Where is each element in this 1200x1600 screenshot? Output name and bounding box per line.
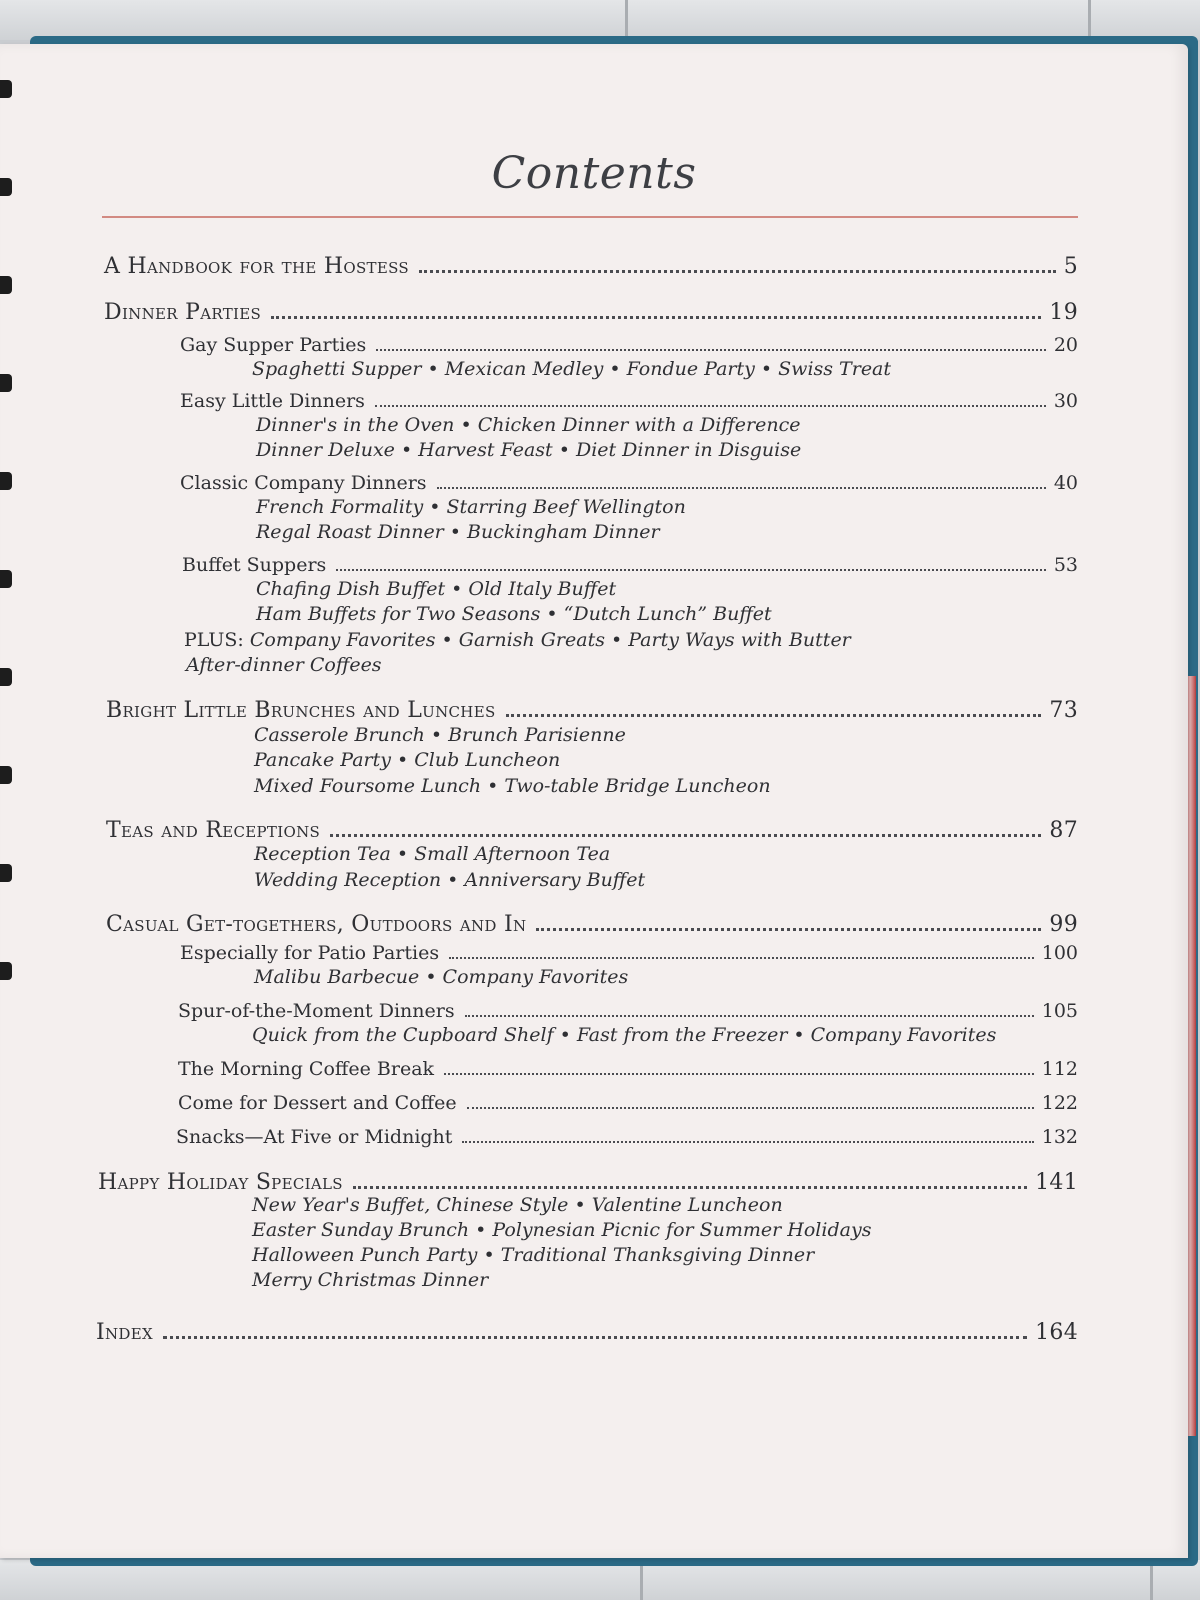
toc-label: Happy Holiday Specials bbox=[98, 1170, 343, 1195]
toc-page-number: 105 bbox=[1041, 1000, 1078, 1022]
toc-menu-list: Halloween Punch Party • Traditional Thanksgiving Dinner bbox=[252, 1244, 815, 1266]
toc-menu-list: Dinner's in the Oven • Chicken Dinner with a Difference bbox=[256, 414, 801, 436]
toc-page-number: 100 bbox=[1041, 942, 1078, 964]
toc-menu-list: Mixed Foursome Lunch • Two-table Bridge Luncheon bbox=[254, 775, 771, 797]
toc-menu-list: Spaghetti Supper • Mexican Medley • Fondue Party • Swiss Treat bbox=[252, 358, 892, 380]
toc-label: Classic Company Dinners bbox=[180, 472, 427, 494]
wood-background-bottom bbox=[0, 1560, 1200, 1600]
title-rule bbox=[102, 216, 1078, 218]
toc-label: Snacks—At Five or Midnight bbox=[176, 1126, 453, 1148]
toc-label: Teas and Receptions bbox=[106, 818, 321, 843]
toc-section-holidays bbox=[98, 1164, 1078, 1195]
toc-page-number: 53 bbox=[1053, 554, 1078, 576]
spiral-ring bbox=[0, 668, 12, 686]
contents-page bbox=[0, 44, 1188, 1558]
leader-dots bbox=[462, 1122, 1033, 1143]
toc-menu-list: Dinner Deluxe • Harvest Feast • Diet Dinner in Disguise bbox=[256, 439, 802, 461]
toc-label: Especially for Patio Parties bbox=[180, 942, 440, 964]
toc-page-number: 122 bbox=[1041, 1092, 1078, 1114]
plus-items: Company Favorites • Garnish Greats • Party Ways with Butter bbox=[249, 629, 851, 651]
toc-subsection bbox=[178, 996, 1078, 1022]
toc-section-dinner-parties bbox=[104, 294, 1078, 325]
toc-menu-list: Wedding Reception • Anniversary Buffet bbox=[254, 869, 646, 891]
leader-dots bbox=[271, 294, 1041, 319]
toc-label: Come for Dessert and Coffee bbox=[178, 1092, 457, 1114]
toc-label: A Handbook for the Hostess bbox=[104, 254, 409, 279]
plank-seam bbox=[625, 0, 628, 40]
leader-dots bbox=[449, 938, 1034, 959]
toc-page-number: 40 bbox=[1053, 472, 1078, 494]
toc-menu-list: Easter Sunday Brunch • Polynesian Picnic for Summer Holidays bbox=[252, 1219, 872, 1241]
toc-page-number: 19 bbox=[1049, 300, 1078, 325]
leader-dots bbox=[376, 330, 1046, 351]
toc-subsection bbox=[182, 550, 1078, 576]
plank-seam bbox=[1088, 0, 1091, 40]
toc-subsection bbox=[180, 938, 1078, 964]
leader-dots bbox=[375, 386, 1046, 407]
toc-label: Bright Little Brunches and Lunches bbox=[106, 698, 496, 723]
leader-dots bbox=[353, 1164, 1027, 1189]
toc-menu-list: New Year's Buffet, Chinese Style • Valentine Luncheon bbox=[252, 1194, 783, 1216]
spiral-ring bbox=[0, 570, 12, 588]
toc-menu-list: Reception Tea • Small Afternoon Tea bbox=[254, 843, 611, 865]
spiral-ring bbox=[0, 472, 12, 490]
toc-plus-line bbox=[184, 629, 851, 651]
plus-label: PLUS: bbox=[184, 629, 244, 651]
toc-page-number: 73 bbox=[1049, 698, 1078, 723]
toc-menu-list: Pancake Party • Club Luncheon bbox=[254, 749, 561, 771]
toc-page-number: 20 bbox=[1053, 334, 1078, 356]
toc-menu-list: Chafing Dish Buffet • Old Italy Buffet bbox=[256, 578, 617, 600]
plank-seam bbox=[1150, 1560, 1153, 1600]
toc-page-number: 164 bbox=[1035, 1320, 1078, 1345]
toc-section-handbook bbox=[104, 248, 1078, 279]
toc-label: Casual Get-togethers, Outdoors and In bbox=[106, 912, 527, 937]
leader-dots bbox=[437, 468, 1046, 489]
toc-subsection bbox=[180, 386, 1078, 412]
toc-menu-list: Quick from the Cupboard Shelf • Fast from the Freezer • Company Favorites bbox=[252, 1024, 997, 1046]
leader-dots bbox=[163, 1314, 1027, 1339]
spiral-ring bbox=[0, 962, 12, 980]
toc-page-number: 99 bbox=[1049, 912, 1078, 937]
toc-label: Buffet Suppers bbox=[182, 554, 327, 576]
toc-page-number: 132 bbox=[1041, 1126, 1078, 1148]
toc-page-number: 141 bbox=[1035, 1170, 1078, 1195]
spiral-ring bbox=[0, 766, 12, 784]
toc-menu-list: Casserole Brunch • Brunch Parisienne bbox=[254, 724, 626, 746]
toc-label: The Morning Coffee Break bbox=[178, 1058, 435, 1080]
toc-menu-list: Merry Christmas Dinner bbox=[252, 1269, 489, 1291]
toc-page-number: 112 bbox=[1041, 1058, 1078, 1080]
leader-dots bbox=[536, 906, 1041, 931]
toc-subsection bbox=[178, 1088, 1078, 1114]
plank-seam bbox=[640, 1560, 643, 1600]
spiral-ring bbox=[0, 864, 12, 882]
toc-menu-list: Regal Roast Dinner • Buckingham Dinner bbox=[256, 521, 660, 543]
leader-dots bbox=[330, 812, 1041, 837]
toc-menu-list: French Formality • Starring Beef Wellington bbox=[256, 496, 686, 518]
spiral-ring bbox=[0, 80, 12, 98]
toc-section-index bbox=[96, 1314, 1078, 1345]
toc-label: Easy Little Dinners bbox=[180, 390, 365, 412]
toc-label: Dinner Parties bbox=[104, 300, 262, 325]
toc-page-number: 87 bbox=[1049, 818, 1078, 843]
toc-subsection bbox=[176, 1122, 1078, 1148]
toc-subsection bbox=[180, 468, 1078, 494]
leader-dots bbox=[467, 1088, 1034, 1109]
spiral-ring bbox=[0, 276, 12, 294]
toc-section-brunches bbox=[106, 692, 1078, 723]
toc-label: Spur-of-the-Moment Dinners bbox=[178, 1000, 455, 1022]
toc-menu-list: Malibu Barbecue • Company Favorites bbox=[254, 966, 629, 988]
toc-page-number: 30 bbox=[1053, 390, 1078, 412]
toc-subsection bbox=[180, 330, 1078, 356]
leader-dots bbox=[419, 248, 1056, 273]
spiral-ring bbox=[0, 374, 12, 392]
toc-section-teas bbox=[106, 812, 1078, 843]
toc-label: Index bbox=[96, 1320, 153, 1345]
page-title: Contents bbox=[491, 148, 697, 199]
leader-dots bbox=[506, 692, 1042, 717]
leader-dots bbox=[444, 1054, 1034, 1075]
toc-menu-list: Ham Buffets for Two Seasons • “Dutch Lunch” Buffet bbox=[256, 603, 772, 625]
toc-menu-list: After-dinner Coffees bbox=[186, 654, 382, 676]
leader-dots bbox=[336, 550, 1046, 571]
wood-background-top bbox=[0, 0, 1200, 40]
toc-page-number: 5 bbox=[1063, 254, 1078, 279]
leader-dots bbox=[465, 996, 1034, 1017]
toc-section-casual bbox=[106, 906, 1078, 937]
toc-subsection bbox=[178, 1054, 1078, 1080]
toc-label: Gay Supper Parties bbox=[180, 334, 367, 356]
